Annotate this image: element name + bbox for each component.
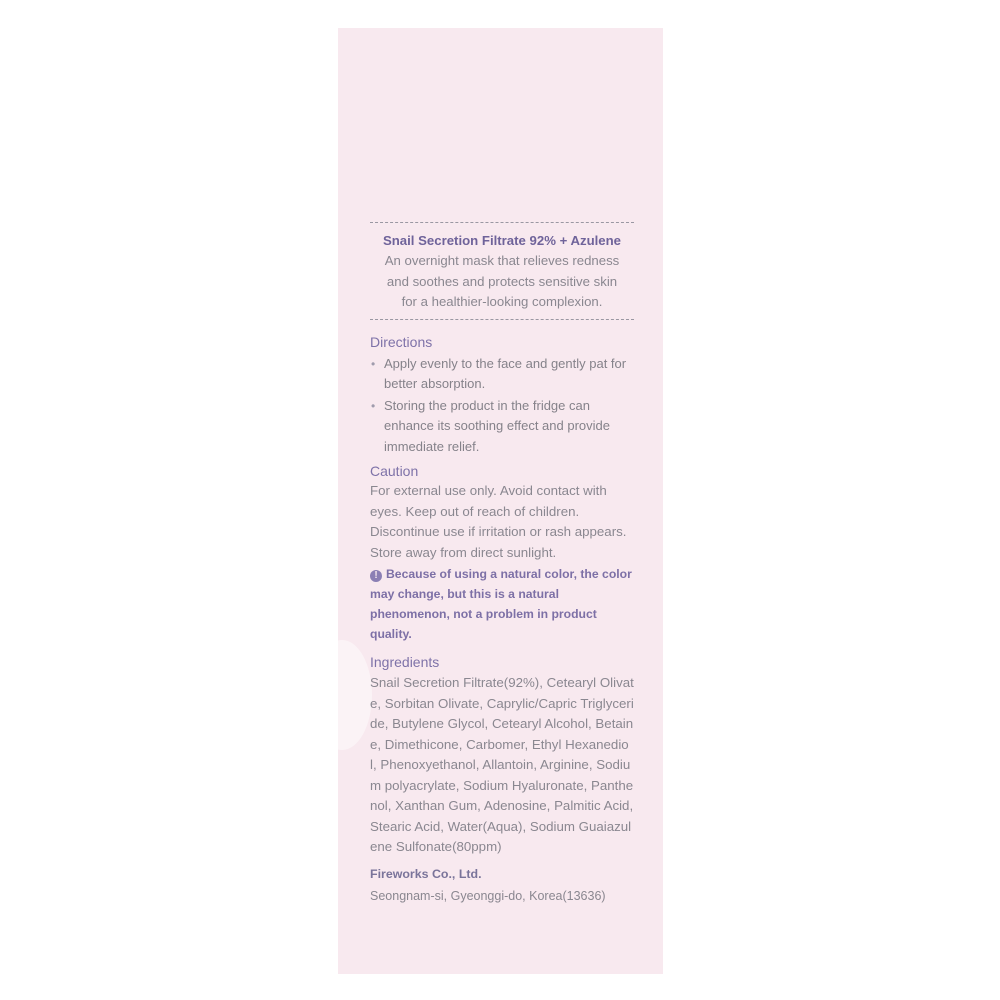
direction-text: Apply evenly to the face and gently pat for better absorption. xyxy=(384,355,627,391)
product-headline: Snail Secretion Filtrate 92% + Azulene xyxy=(382,233,622,248)
list-item xyxy=(370,354,634,395)
product-description-line: for a healthier-looking complexion. xyxy=(401,294,603,309)
bottom-divider xyxy=(370,319,634,320)
ingredients-heading: Ingredients xyxy=(370,654,440,670)
exclamation-icon: ! xyxy=(370,570,382,582)
box-notch xyxy=(338,640,372,750)
tagline-block xyxy=(370,223,634,319)
caution-heading: Caution xyxy=(370,463,419,479)
direction-text: Storing the product in the fridge can enhance its soothing effect and provide immediate relief. xyxy=(384,397,610,454)
directions-list xyxy=(370,354,634,458)
product-description-line: and soothes and protects sensitive skin xyxy=(386,273,618,289)
caution-text: For external use only. Avoid contact with eyes. Keep out of reach of children. Discontinue use if irritation or rash appears. Store away from direct sunlight. xyxy=(370,483,627,560)
company-name: Fireworks Co., Ltd. xyxy=(370,866,482,881)
bullet-icon: • xyxy=(371,356,376,371)
directions-heading: Directions xyxy=(370,333,433,350)
product-description-line: An overnight mask that relieves redness xyxy=(384,253,620,268)
product-box-panel xyxy=(338,28,663,974)
bullet-icon: • xyxy=(371,398,376,413)
color-notice xyxy=(370,564,634,644)
list-item xyxy=(370,396,634,458)
color-notice-text: Because of using a natural color, the color may change, but this is a natural phenomenon, not a problem in product quality. xyxy=(370,567,632,641)
label-content xyxy=(370,222,634,906)
company-address: Seongnam-si, Gyeonggi-do, Korea(13636) xyxy=(370,888,606,903)
ingredients-text: Snail Secretion Filtrate(92%), Cetearyl Olivate, Sorbitan Olivate, Caprylic/Capric Triglyceride, Butylene Glycol, Cetearyl Alcohol, Betaine, Dimethicone, Carbomer, Ethyl Hexanediol, Phenoxyethanol, Allantoin, Arginine, Sodium polyacrylate, Sodium Hyaluronate, Panthenol, Xanthan Gum, Adenosine, Palmitic Acid, Stearic Acid, Water(Aqua), Sodium Guaiazulene Sulfonate(80ppm) xyxy=(370,675,634,854)
